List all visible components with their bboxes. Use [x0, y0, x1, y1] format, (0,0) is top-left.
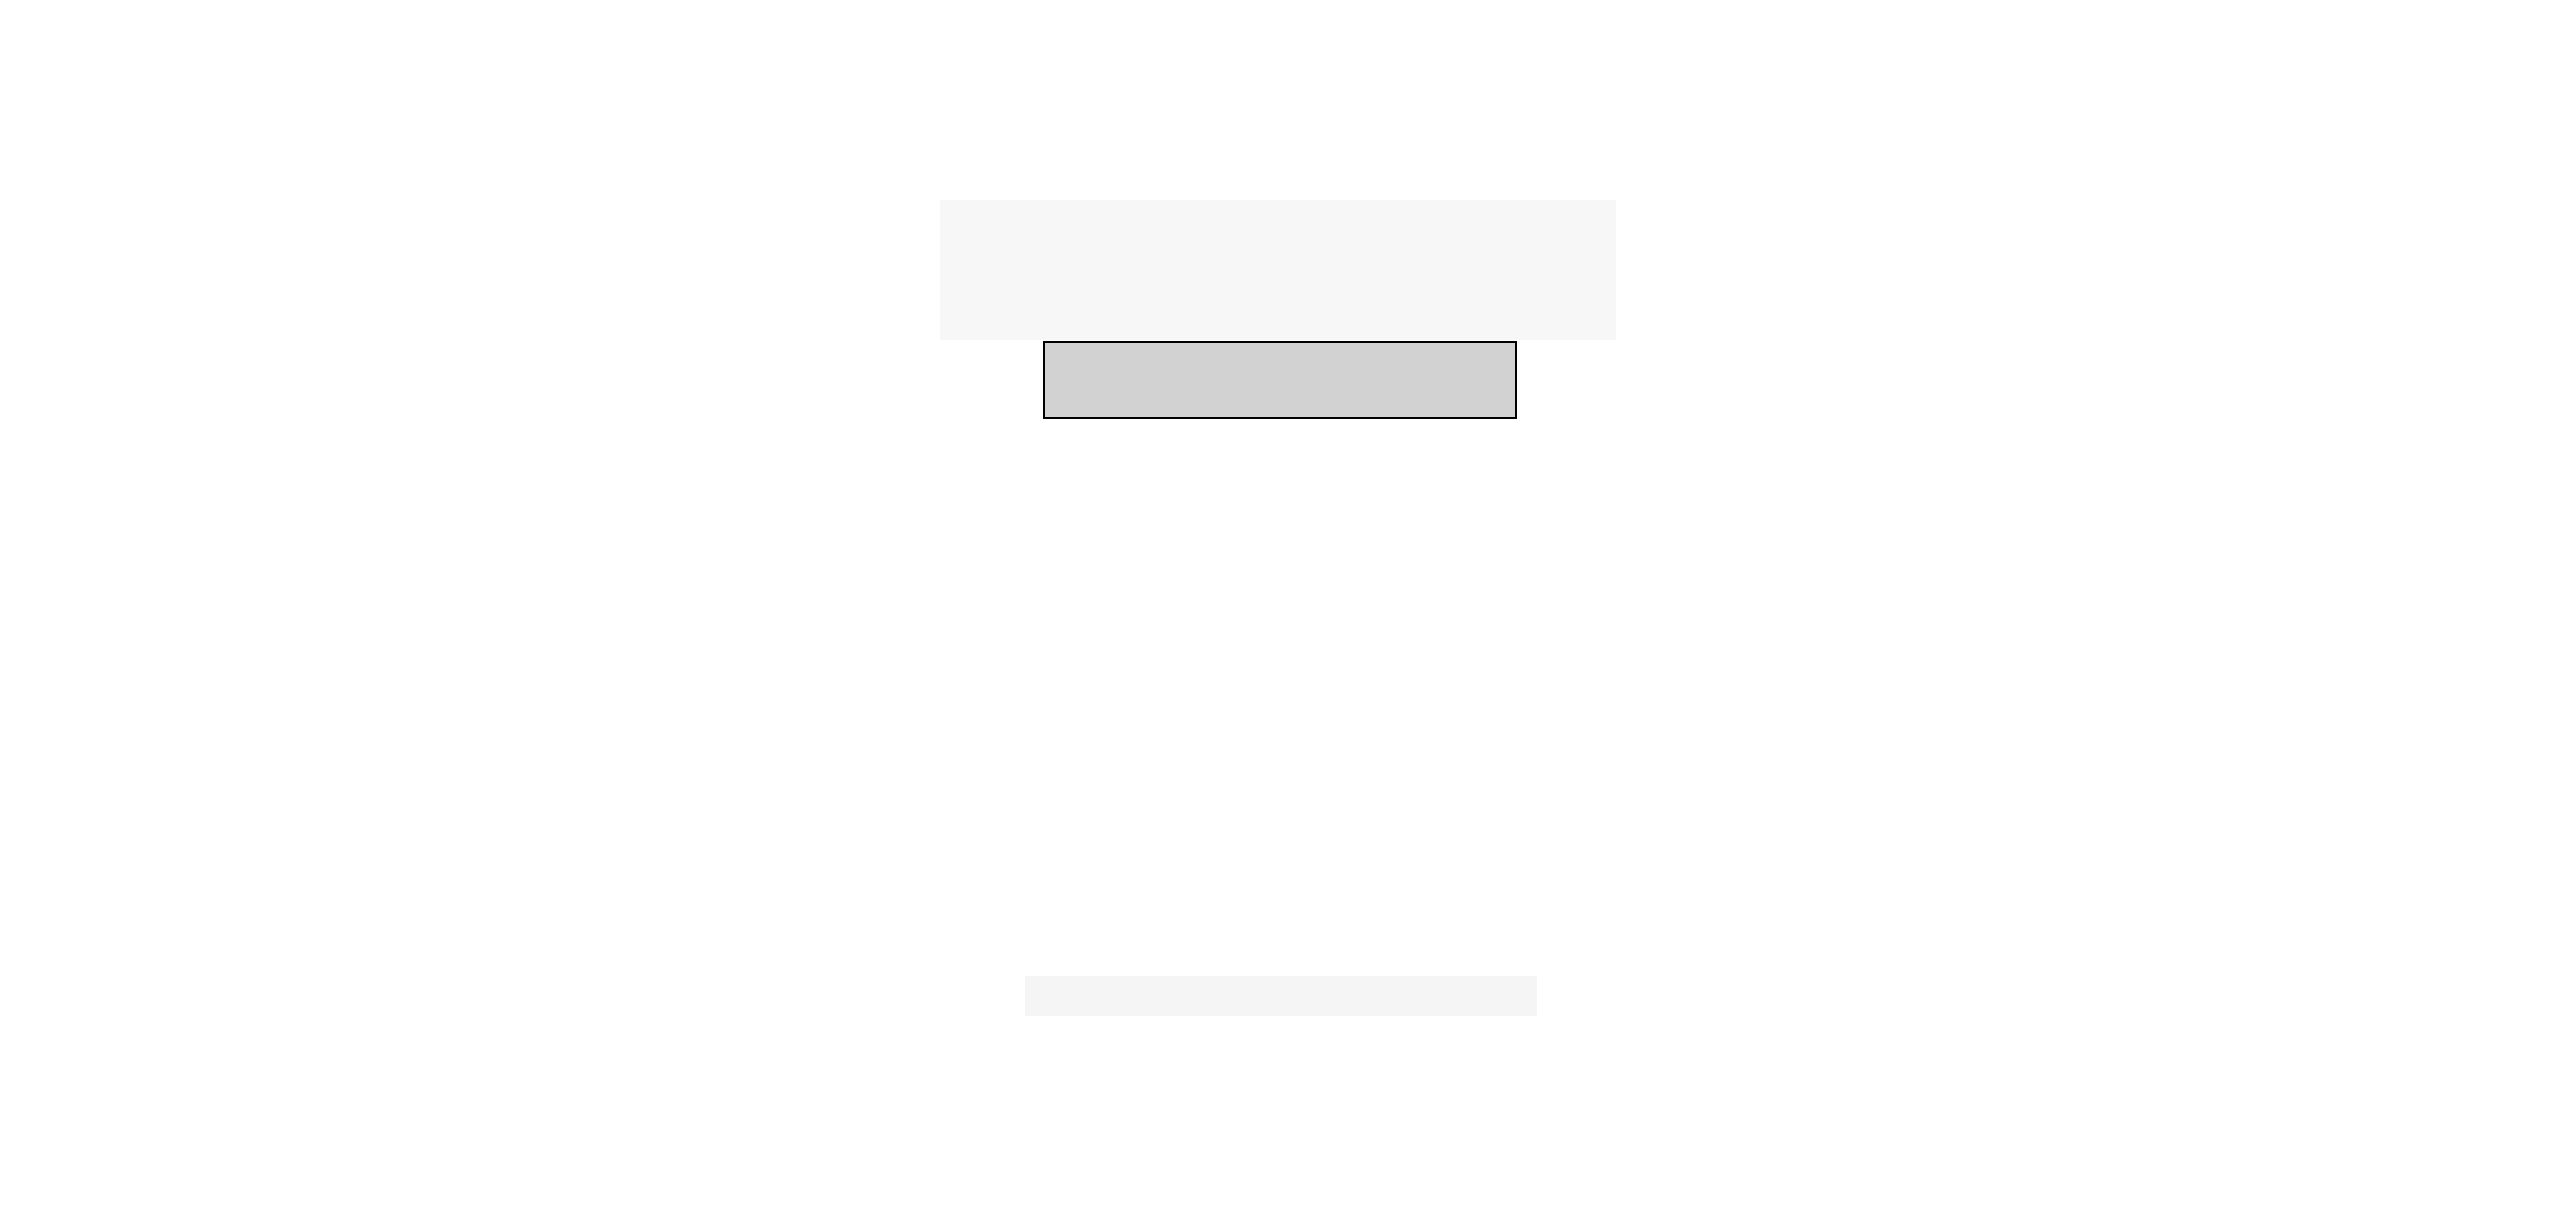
- root-ancestor-box: [1043, 341, 1517, 419]
- chart-title: [940, 200, 1616, 340]
- author-credit: [1025, 976, 1537, 1016]
